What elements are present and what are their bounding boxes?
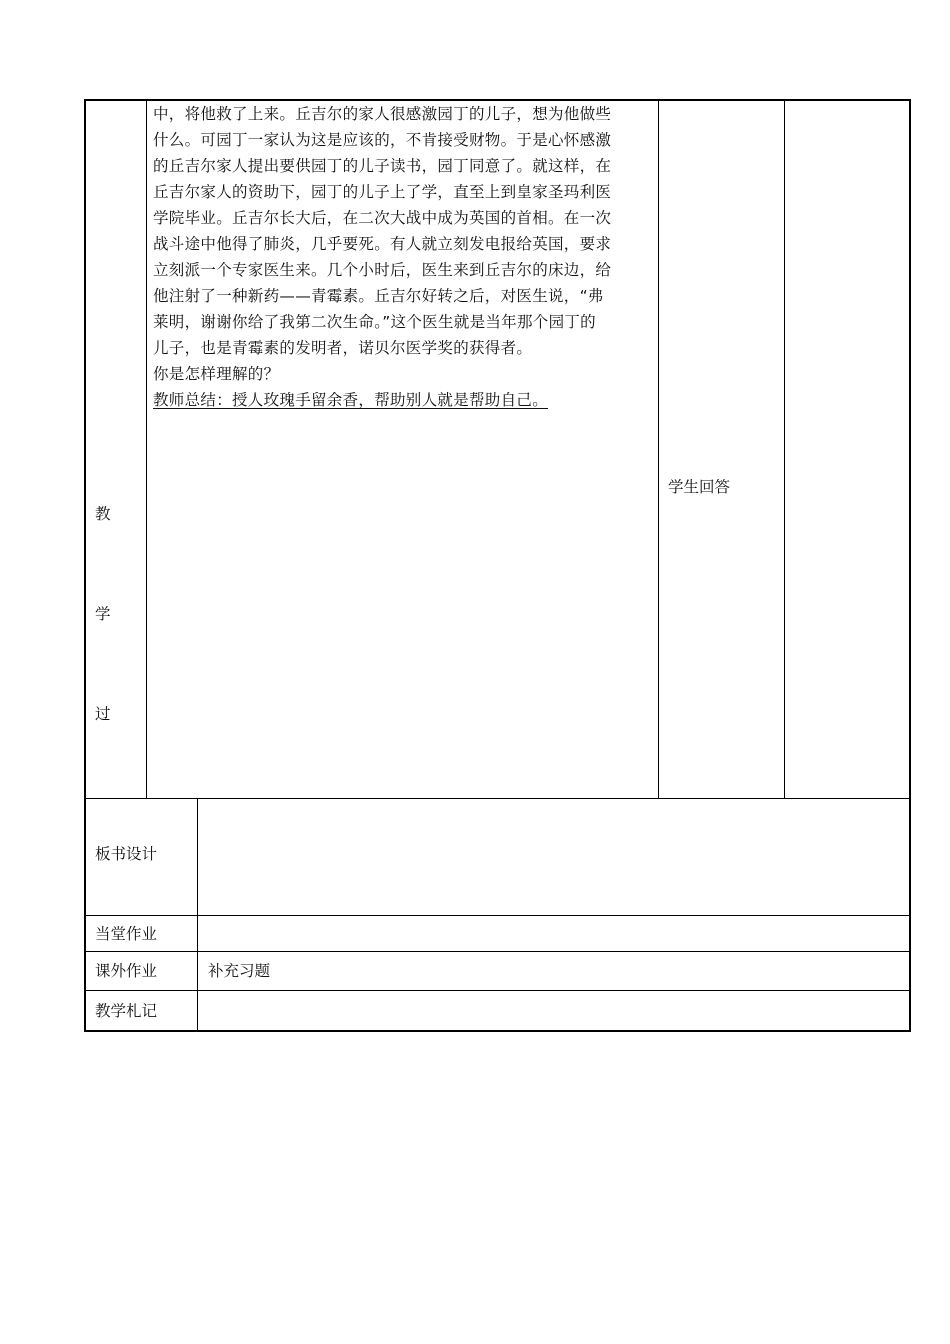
- table-right-border: [909, 99, 911, 1032]
- paragraph-line: 中，将他救了上来。丘吉尔的家人很感激园丁的儿子，想为他做些: [153, 105, 612, 123]
- col-divider-3: [784, 99, 785, 799]
- row-divider-1: [84, 798, 911, 799]
- student-activity: 学生回答: [668, 478, 731, 496]
- paragraph-line: 儿子，也是青霉素的发明者，诺贝尔医学奖的获得者。: [153, 339, 533, 357]
- paragraph-line: 立刻派一个专家医生来。几个小时后，医生来到丘吉尔的床边，给: [153, 261, 612, 279]
- paragraph-line: 的丘吉尔家人提出要供园丁的儿子读书，园丁同意了。就这样，在: [153, 157, 612, 175]
- extra-homework-value: 补充习题: [208, 962, 271, 980]
- row-divider-2: [84, 915, 911, 916]
- teaching-notes-label: 教学札记: [95, 1002, 158, 1020]
- board-design-label: 板书设计: [95, 845, 158, 863]
- side-label-char-1: 教: [95, 505, 111, 523]
- paragraph-line: 战斗途中他得了肺炎，几乎要死。有人就立刻发电报给英国，要求: [153, 235, 612, 253]
- col-divider-1: [146, 99, 147, 799]
- table-left-border: [84, 99, 86, 1032]
- side-label-char-2: 学: [95, 605, 111, 623]
- col-divider-2: [658, 99, 659, 799]
- paragraph-line: 他注射了一种新药——青霉素。丘吉尔好转之后，对医生说，“弗: [153, 287, 604, 305]
- row-divider-4: [84, 990, 911, 991]
- paragraph-line: 丘吉尔家人的资助下，园丁的儿子上了学，直至上到皇家圣玛利医: [153, 183, 612, 201]
- table-bottom-border: [84, 1030, 911, 1032]
- row-divider-3: [84, 951, 911, 952]
- paragraph-line: 莱明，谢谢你给了我第二次生命。”这个医生就是当年那个园丁的: [153, 313, 596, 331]
- paragraph-line: 学院毕业。丘吉尔长大后，在二次大战中成为英国的首相。在一次: [153, 209, 612, 227]
- paragraph-line: 什么。可园丁一家认为这是应该的，不肯接受财物。于是心怀感激: [153, 131, 612, 149]
- side-label-char-3: 过: [95, 705, 111, 723]
- extra-homework-label: 课外作业: [95, 962, 158, 980]
- discussion-question: 你是怎样理解的？: [153, 365, 280, 383]
- lesson-content: [153, 101, 653, 413]
- class-homework-label: 当堂作业: [95, 925, 158, 943]
- teacher-summary: 教师总结：授人玫瑰手留余香，帮助别人就是帮助自己。: [153, 391, 549, 409]
